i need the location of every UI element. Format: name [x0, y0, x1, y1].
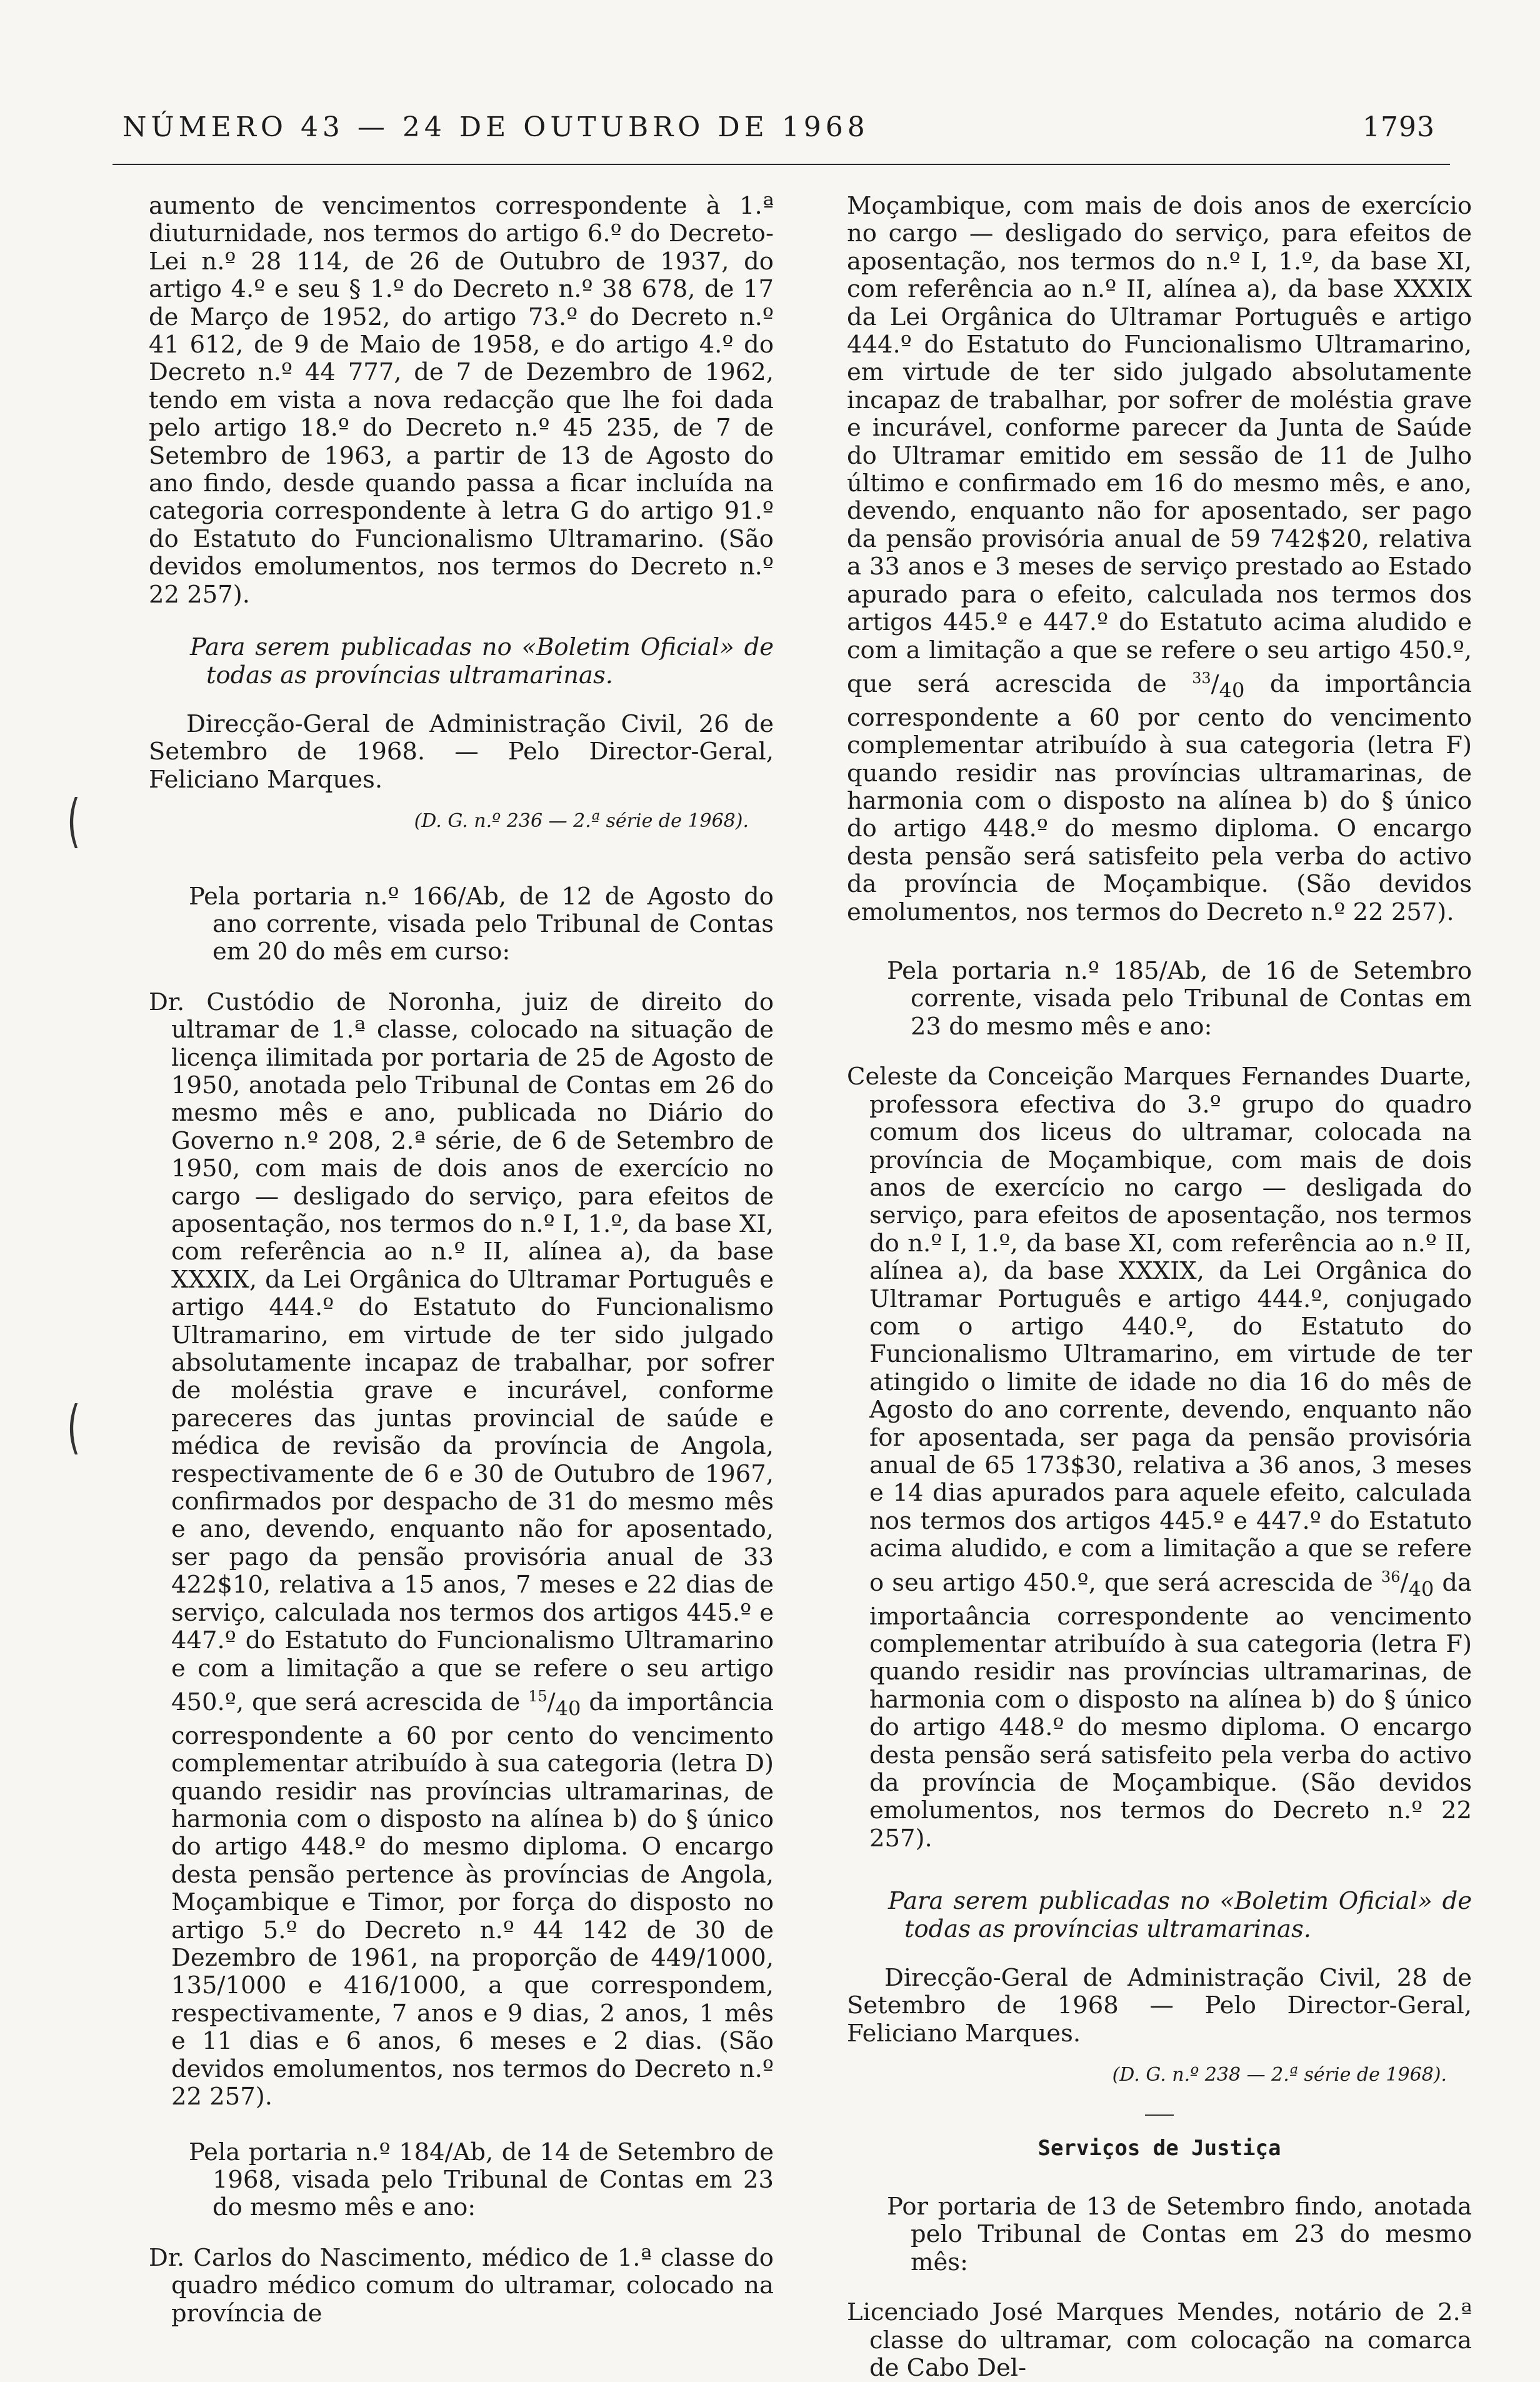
portaria-body: Dr. Carlos do Nascimento, médico de 1.ª classe do quadro médico comum do ultramar, colocado na província de	[149, 2243, 774, 2328]
fraction-denominator: 40	[1219, 678, 1245, 703]
gazette-reference: (D. G. n.º 236 — 2.ª série de 1968).	[414, 810, 749, 833]
fraction-denominator: 40	[1408, 1577, 1434, 1601]
publication-note: Para serem publicadas no «Boletim Oficial» de todas as províncias ultramarinas.	[888, 1887, 1472, 1943]
header-rule	[112, 164, 1450, 165]
fraction-numerator: 15	[528, 1687, 548, 1705]
fraction-numerator: 36	[1381, 1568, 1401, 1586]
fraction-numerator: 33	[1192, 669, 1211, 687]
portaria-body-text: da importância correspondente a 60 por cento do vencimento complementar atribuído à sua categoria (letra D) quando residir nas províncias ultramarinas, de harmonia com o disposto na alínea b) do § único do artigo 448.º do mesmo diploma. O encargo desta pensão pertence às províncias de Angola, Moçambique e Timor, por força do disposto no artigo 5.º do Decreto n.º 44 142 de 30 de Dezembro de 1961, na proporção de 449/1000, 135/1000 e 416/1000, a que correspondem, respectivamente, 7 anos e 9 dias, 2 anos, 1 mês e 11 dias e 6 anos, 6 meses e 2 dias. (São devidos emolumentos, nos termos do Decreto n.º 22 257).	[171, 1688, 774, 2111]
section-divider	[1145, 2114, 1174, 2116]
margin-mark: (	[67, 1394, 81, 1461]
signature-line: Direcção-Geral de Administração Civil, 28 de Setembro de 1968 — Pelo Director-Geral, Feliciano Marques.	[847, 1964, 1472, 2048]
portaria-heading: Por portaria de 13 de Setembro findo, anotada pelo Tribunal de Contas em 23 do mesmo mês:	[887, 2193, 1472, 2276]
publication-note: Para serem publicadas no «Boletim Oficial» de todas as províncias ultramarinas.	[190, 633, 774, 689]
portaria-body-continuation: Moçambique, com mais de dois anos de exercício no cargo — desligado do serviço, para efeitos de aposentação, nos termos do n.º I, 1.º, da base XI, com referência ao n.º II, alínea a), da base XXXIX da Lei Orgânica do Ultramar Português e artigo 444.º do Estatuto do Funcionalismo Ultramarino, em virtude de ter sido julgado absolutamente incapaz de trabalhar, por sofrer de moléstia grave e incurável, conforme parecer da Junta de Saúde do Ultramar emitido em sessão de 11 de Julho último e confirmado em 16 do mesmo mês, e ano, devendo, enquanto não for aposentado, ser pago da pensão provisória anual de 59 742$20, relativa a 33 anos e 3 meses de serviço prestado ao Estado apurado para o efeito, calculada nos termos dos artigos 445.º e 447.º do Estatuto acima aludido e com a limitação a que se refere o seu artigo 450.º, que será acrescida de $^{33}/_{40}$ da importância correspondente a 60 por cento do vencimento complementar atribuído à sua categoria (letra F) quando residir nas províncias ultramarinas, de harmonia com o disposto na alínea b) do § único do artigo 448.º do mesmo diploma. O encargo desta pensão será satisfeito pela verba do activo da província de Moçambique. (São devidos emolumentos, nos termos do Decreto n.º 22 257).	[847, 192, 1472, 926]
page-number: 1793	[1362, 111, 1435, 143]
portaria-body-text: Moçambique, com mais de dois anos de exercício no cargo — desligado do serviço, para efeitos de aposentação, nos termos do n.º I, 1.º, da base XI, com referência ao n.º II, alínea a), da base XXXIX da Lei Orgânica do Ultramar Português e artigo 444.º do Estatuto do Funcionalismo Ultramarino, em virtude de ter sido julgado absolutamente incapaz de trabalhar, por sofrer de moléstia grave e incurável, conforme parecer da Junta de Saúde do Ultramar emitido em sessão de 11 de Julho último e confirmado em 16 do mesmo mês, e ano, devendo, enquanto não for aposentado, ser pago da pensão provisória anual de 59 742$20, relativa a 33 anos e 3 meses de serviço prestado ao Estado apurado para o efeito, calculada nos termos dos artigos 445.º e 447.º do Estatuto acima aludido e com a limitação a que se refere o seu artigo 450.º, que será acrescida de	[847, 192, 1472, 698]
fraction-denominator: 40	[555, 1696, 581, 1721]
portaria-body: Dr. Custódio de Noronha, juiz de direito do ultramar de 1.ª classe, colocado na situação de licença ilimitada por portaria de 25 de Agosto de 1950, anotada pelo Tribunal de Contas em 26 do mesmo mês e ano, publicada no Diário do Governo n.º 208, 2.ª série, de 6 de Setembro de 1950, com mais de dois anos de exercício no cargo — desligado do serviço, para efeitos de aposentação, nos termos do n.º I, 1.º, da base XI, com referência ao n.º II, alínea a), da base XXXIX, da Lei Orgânica do Ultramar Português e artigo 444.º do Estatuto do Funcionalismo Ultramarino, em virtude de ter sido julgado absolutamente incapaz de trabalhar, por sofrer de moléstia grave e incurável, conforme pareceres das juntas provincial de saúde e médica de revisão da província de Angola, respectivamente de 6 e 30 de Outubro de 1967, confirmados por despacho de 31 do mesmo mês e ano, devendo, enquanto não for aposentado, ser pago da pensão provisória anual de 33 422$10, relativa a 15 anos, 7 meses e 22 dias de serviço, calculada nos termos dos artigos 445.º e 447.º do Estatuto do Funcionalismo Ultramarino e com a limitação a que se refere o seu artigo 450.º, que será acrescida de $^{15}/_{40}$ da importância correspondente a 60 por cento do vencimento complementar atribuído à sua categoria (letra D) quando residir nas províncias ultramarinas, de harmonia com o disposto na alínea b) do § único do artigo 448.º do mesmo diploma. O encargo desta pensão pertence às províncias de Angola, Moçambique e Timor, por força do disposto no artigo 5.º do Decreto n.º 44 142 de 30 de Dezembro de 1961, na proporção de 449/1000, 135/1000 e 416/1000, a que correspondem, respectivamente, 7 anos e 9 dias, 2 anos, 1 mês e 11 dias e 6 anos, 6 meses e 2 dias. (São devidos emolumentos, nos termos do Decreto n.º 22 257).	[149, 988, 774, 2111]
page-header	[122, 111, 1435, 155]
header-title: NÚMERO 43 — 24 DE OUTUBRO DE 1968	[122, 111, 869, 143]
signature-line: Direcção-Geral de Administração Civil, 26 de Setembro de 1968. — Pelo Director-Geral, Feliciano Marques.	[149, 709, 774, 794]
portaria-body-text: Celeste da Conceição Marques Fernandes Duarte, professora efectiva do 3.º grupo do quadro comum dos liceus do ultramar, colocada na província de Moçambique, com mais de dois anos de exercício no cargo — desligada do serviço, para efeitos de aposentação, nos termos do n.º I, 1.º, da base XI, com referência ao n.º II, alínea a), da base XXXIX, da Lei Orgânica do Ultramar Português e artigo 444.º, conjugado com o artigo 440.º, do Estatuto do Funcionalismo Ultramarino, em virtude de ter atingido o limite de idade no dia 16 do mês de Agosto do ano corrente, devendo, enquanto não for aposentada, ser paga da pensão provisória anual de 65 173$30, relativa a 36 anos, 3 meses e 14 dias apurados para aquele efeito, calculada nos termos dos artigos 445.º e 447.º do Estatuto acima aludido, e com a limitação a que se refere o seu artigo 450.º, que será acrescida de	[847, 1063, 1472, 1597]
margin-mark: (	[67, 788, 81, 854]
paragraph-continuation: aumento de vencimentos correspondente à 1.ª diuturnidade, nos termos do artigo 6.º do Decreto-Lei n.º 28 114, de 26 de Outubro de 1937, do artigo 4.º e seu § 1.º do Decreto n.º 38 678, de 17 de Março de 1952, do artigo 73.º do Decreto n.º 41 612, de 9 de Maio de 1958, e do artigo 4.º do Decreto n.º 44 777, de 7 de Dezembro de 1962, tendo em vista a nova redacção que lhe foi dada pelo artigo 18.º do Decreto n.º 45 235, de 7 de Setembro de 1963, a partir de 13 de Agosto do ano findo, desde quando passa a ficar incluída na categoria correspondente à letra G do artigo 91.º do Estatuto do Funcionalismo Ultramarino. (São devidos emolumentos, nos termos do Decreto n.º 22 257).	[149, 192, 774, 609]
portaria-heading: Pela portaria n.º 184/Ab, de 14 de Setembro de 1968, visada pelo Tribunal de Contas em 23 do mesmo mês e ano:	[189, 2138, 774, 2222]
portaria-body: Celeste da Conceição Marques Fernandes Duarte, professora efectiva do 3.º grupo do quadro comum dos liceus do ultramar, colocada na província de Moçambique, com mais de dois anos de exercício no cargo — desligada do serviço, para efeitos de aposentação, nos termos do n.º I, 1.º, da base XI, com referência ao n.º II, alínea a), da base XXXIX, da Lei Orgânica do Ultramar Português e artigo 444.º, conjugado com o artigo 440.º, do Estatuto do Funcionalismo Ultramarino, em virtude de ter atingido o limite de idade no dia 16 do mês de Agosto do ano corrente, devendo, enquanto não for aposentada, ser paga da pensão provisória anual de 65 173$30, relativa a 36 anos, 3 meses e 14 dias apurados para aquele efeito, calculada nos termos dos artigos 445.º e 447.º do Estatuto acima aludido, e com a limitação a que se refere o seu artigo 450.º, que será acrescida de $^{36}/_{40}$ da importaância correspondente ao vencimento complementar atribuído à sua categoria (letra F) quando residir nas províncias ultramarinas, de harmonia com o disposto na alínea b) do § único do artigo 448.º do mesmo diploma. O encargo desta pensão será satisfeito pela verba do activo da província de Moçambique. (São devidos emolumentos, nos termos do Decreto n.º 22 257).	[847, 1063, 1472, 1853]
section-title: Serviços de Justiça	[1038, 2135, 1281, 2161]
portaria-body: Licenciado José Marques Mendes, notário de 2.ª classe do ultramar, com colocação na comarca de Cabo Del-	[847, 2298, 1472, 2382]
portaria-body-text: da importaância correspondente ao vencimento complementar atribuído à sua categoria (letra F) quando residir nas províncias ultramarinas, de harmonia com o disposto na alínea b) do § único do artigo 448.º do mesmo diploma. O encargo desta pensão será satisfeito pela verba do activo da província de Moçambique. (São devidos emolumentos, nos termos do Decreto n.º 22 257).	[869, 1568, 1472, 1853]
portaria-heading: Pela portaria n.º 185/Ab, de 16 de Setembro corrente, visada pelo Tribunal de Contas em 23 do mesmo mês e ano:	[887, 957, 1472, 1041]
gazette-reference: (D. G. n.º 238 — 2.ª série de 1968).	[1112, 2064, 1447, 2086]
portaria-body-text: Dr. Custódio de Noronha, juiz de direito do ultramar de 1.ª classe, colocado na situação de licença ilimitada por portaria de 25 de Agosto de 1950, anotada pelo Tribunal de Contas em 26 do mesmo mês e ano, publicada no Diário do Governo n.º 208, 2.ª série, de 6 de Setembro de 1950, com mais de dois anos de exercício no cargo — desligado do serviço, para efeitos de aposentação, nos termos do n.º I, 1.º, da base XI, com referência ao n.º II, alínea a), da base XXXIX, da Lei Orgânica do Ultramar Português e artigo 444.º do Estatuto do Funcionalismo Ultramarino, em virtude de ter sido julgado absolutamente incapaz de trabalhar, por sofrer de moléstia grave e incurável, conforme pareceres das juntas provincial de saúde e médica de revisão da província de Angola, respectivamente de 6 e 30 de Outubro de 1967, confirmados por despacho de 31 do mesmo mês e ano, devendo, enquanto não for aposentado, ser pago da pensão provisória anual de 33 422$10, relativa a 15 anos, 7 meses e 22 dias de serviço, calculada nos termos dos artigos 445.º e 447.º do Estatuto do Funcionalismo Ultramarino e com a limitação a que se refere o seu artigo 450.º, que será acrescida de	[149, 988, 774, 1716]
portaria-body-text: da importância correspondente a 60 por cento do vencimento complementar atribuído à sua categoria (letra F) quando residir nas províncias ultramarinas, de harmonia com o disposto na alínea b) do § único do artigo 448.º do mesmo diploma. O encargo desta pensão será satisfeito pela verba do activo da província de Moçambique. (São devidos emolumentos, nos termos do Decreto n.º 22 257).	[847, 669, 1472, 926]
portaria-heading: Pela portaria n.º 166/Ab, de 12 de Agosto do ano corrente, visada pelo Tribunal de Contas em 20 do mês em curso:	[189, 882, 774, 966]
right-column	[847, 193, 1472, 2382]
left-column	[149, 193, 774, 2328]
